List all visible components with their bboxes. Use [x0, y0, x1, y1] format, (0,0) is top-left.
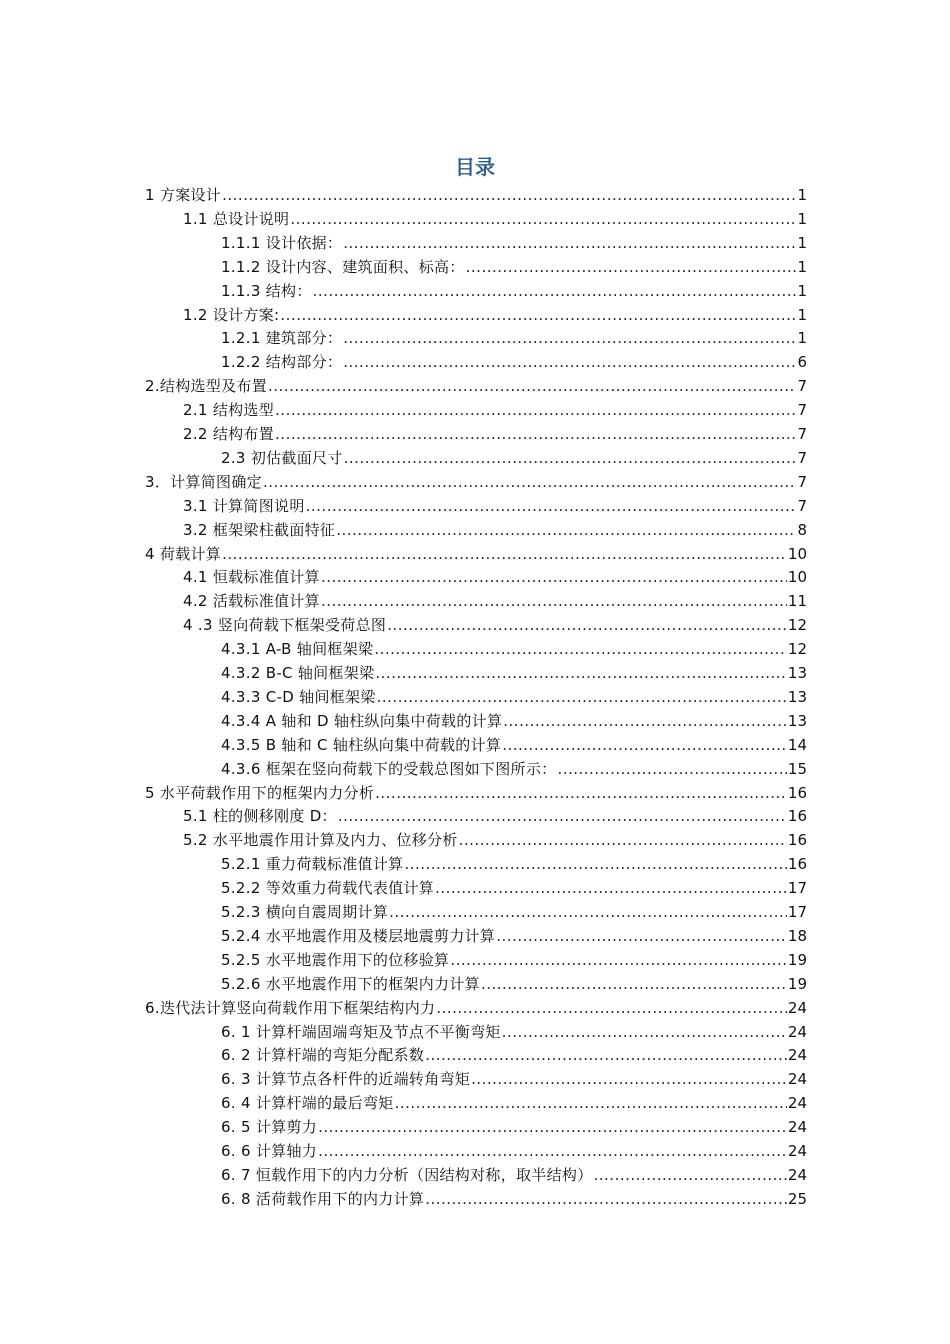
toc-page-number: 16 — [787, 783, 807, 802]
toc-dot-leader — [502, 733, 787, 757]
toc-page-number: 14 — [787, 735, 807, 754]
toc-entry[interactable] — [183, 398, 807, 422]
toc-entry[interactable] — [183, 494, 807, 518]
toc-entry-text: 5.2.5 水平地震作用下的位移验算 — [221, 950, 450, 969]
toc-entry[interactable] — [145, 374, 807, 398]
toc-dot-leader — [318, 1139, 787, 1163]
toc-entry-text: 4.2 活载标准值计算 — [183, 592, 320, 611]
toc-dot-leader — [280, 303, 796, 327]
toc-entry-text: 6.迭代法计算竖向荷载作用下框架结构内力 — [145, 998, 436, 1017]
toc-entry[interactable] — [221, 637, 807, 661]
toc-dot-leader — [338, 804, 787, 828]
toc-page-number: 8 — [797, 520, 807, 539]
toc-entry[interactable] — [183, 828, 807, 852]
toc-dot-leader — [466, 255, 797, 279]
toc-entry-text: 6. 7 恒载作用下的内力分析（因结构对称，取半结构） — [221, 1165, 593, 1184]
toc-dot-leader — [275, 398, 796, 422]
toc-dot-leader — [425, 1187, 787, 1211]
toc-page-number: 10 — [787, 568, 807, 587]
toc-entry[interactable] — [221, 924, 807, 948]
toc-dot-leader — [496, 924, 787, 948]
toc-dot-leader — [450, 948, 787, 972]
toc-entry[interactable] — [183, 804, 807, 828]
toc-page-number: 1 — [797, 186, 807, 204]
toc-dot-leader — [321, 589, 787, 613]
toc-page-number: 1 — [797, 305, 807, 324]
toc-dot-leader — [471, 1067, 787, 1091]
toc-page-number: 24 — [787, 1142, 807, 1160]
toc-page-number: 1 — [797, 257, 807, 276]
toc-page-number: 17 — [787, 903, 807, 921]
toc-entry-text: 6. 5 计算剪力 — [221, 1118, 318, 1137]
toc-entry-text: 4.3.5 B 轴和 C 轴柱纵向集中荷载的计算 — [221, 735, 502, 754]
toc-entry-text: 4.3.3 C-D 轴间框架梁 — [221, 687, 376, 706]
toc-page-number: 17 — [787, 879, 807, 898]
toc-entry-text: 1 方案设计 — [145, 186, 222, 204]
toc-title: 目录 — [455, 155, 495, 179]
toc-entry[interactable] — [221, 757, 807, 781]
toc-entry[interactable] — [221, 279, 807, 303]
toc-entry-text: 5.2.1 重力荷载标准值计算 — [221, 855, 404, 874]
toc-dot-leader — [343, 326, 796, 350]
toc-dot-leader — [222, 542, 787, 566]
toc-entry[interactable] — [221, 1139, 807, 1163]
toc-entry[interactable] — [221, 446, 807, 470]
toc-page-number: 24 — [787, 1046, 807, 1065]
toc-entry[interactable] — [221, 1163, 807, 1187]
toc-entry[interactable] — [183, 207, 807, 231]
toc-page-number: 24 — [787, 998, 807, 1017]
toc-entry-text: 2.3 初估截面尺寸 — [221, 448, 343, 467]
toc-dot-leader — [268, 374, 796, 398]
toc-entry-text: 6. 8 活荷载作用下的内力计算 — [221, 1189, 425, 1208]
toc-entry-text: 6. 6 计算轴力 — [221, 1142, 318, 1160]
toc-dot-leader — [387, 613, 787, 637]
toc-entry-text: 6. 1 计算杆端固端弯矩及节点不平衡弯矩 — [221, 1022, 501, 1041]
toc-page-number: 16 — [787, 831, 807, 850]
toc-page-number: 11 — [787, 592, 807, 611]
toc-dot-leader — [436, 996, 787, 1020]
toc-dot-leader — [344, 446, 797, 470]
toc-dot-leader — [502, 1020, 787, 1044]
toc-dot-leader — [481, 972, 787, 996]
toc-entry-text: 2.2 结构布置 — [183, 425, 275, 443]
toc-page-number: 1 — [797, 233, 807, 252]
toc-dot-leader — [435, 876, 787, 900]
toc-page-number: 1 — [797, 329, 807, 348]
toc-entry-text: 4.3.1 A-B 轴间框架梁 — [221, 640, 374, 659]
toc-entry[interactable] — [221, 1115, 807, 1139]
toc-entry-text: 6. 3 计算节点各杆件的近端转角弯矩 — [221, 1070, 471, 1089]
toc-entry-text: 5.1 柱的侧移刚度 D： — [183, 807, 337, 826]
toc-entry[interactable] — [183, 422, 807, 446]
toc-page-number: 24 — [787, 1118, 807, 1137]
toc-page-number: 7 — [797, 496, 807, 515]
toc-entry-text: 3.2 框架梁柱截面特征 — [183, 520, 336, 539]
toc-page-number: 18 — [787, 926, 807, 945]
toc-entry[interactable] — [221, 1187, 807, 1211]
toc-entry-text: 5.2 水平地震作用计算及内力、位移分析 — [183, 831, 458, 850]
toc-page-number: 15 — [787, 759, 807, 778]
toc-entry-text: 3．计算简图确定 — [145, 472, 262, 491]
toc-page-number: 7 — [797, 377, 807, 396]
toc-entry[interactable] — [145, 996, 807, 1020]
toc-dot-leader — [594, 1163, 787, 1187]
toc-dot-leader — [336, 518, 796, 542]
toc-dot-leader — [290, 207, 796, 231]
toc-page-number: 16 — [787, 855, 807, 874]
toc-entry-text: 4 .3 竖向荷载下框架受荷总图 — [183, 616, 387, 635]
toc-entry[interactable] — [183, 518, 807, 542]
toc-page-number: 24 — [787, 1165, 807, 1184]
toc-entry[interactable] — [221, 852, 807, 876]
toc-page-number: 24 — [787, 1022, 807, 1041]
toc-page-number: 7 — [797, 448, 807, 467]
toc-dot-leader — [321, 565, 787, 589]
toc-entry[interactable] — [145, 470, 807, 494]
toc-entry-text: 2.1 结构选型 — [183, 401, 275, 420]
toc-entry[interactable] — [221, 948, 807, 972]
toc-page-number: 12 — [787, 616, 807, 635]
toc-dot-leader — [503, 709, 787, 733]
toc-entry[interactable] — [145, 542, 807, 566]
toc-entry[interactable] — [221, 326, 807, 350]
toc-entry[interactable] — [221, 709, 807, 733]
toc-dot-leader — [459, 828, 787, 852]
toc-entry-text: 5.2.4 水平地震作用及楼层地震剪力计算 — [221, 926, 496, 945]
toc-entry-text: 4.3.2 B-C 轴间框架梁 — [221, 664, 375, 682]
toc-page-number: 19 — [787, 974, 807, 993]
toc-entry[interactable] — [221, 1020, 807, 1044]
toc-entry-text: 3.1 计算简图说明 — [183, 496, 305, 515]
toc-page-number: 7 — [797, 425, 807, 443]
toc-entry[interactable] — [183, 613, 807, 637]
toc-entry-text: 5 水平荷载作用下的框架内力分析 — [145, 783, 375, 802]
toc-entry[interactable] — [221, 1043, 807, 1067]
toc-entry-text: 1.2 设计方案: — [183, 305, 280, 324]
toc-dot-leader — [404, 852, 786, 876]
toc-entry-text: 4 荷载计算 — [145, 544, 222, 563]
toc-page-number: 13 — [787, 687, 807, 706]
toc-page-number: 13 — [787, 664, 807, 682]
toc-page-number: 1 — [797, 281, 807, 300]
toc-entry-text: 4.3.6 框架在竖向荷载下的受载总图如下图所示： — [221, 759, 557, 778]
toc-entry-text: 1.1.1 设计依据： — [221, 233, 343, 252]
toc-entry[interactable] — [221, 1091, 807, 1115]
toc-entry-text: 4.1 恒载标准值计算 — [183, 568, 320, 587]
toc-dot-leader — [313, 279, 797, 303]
toc-page-number: 12 — [787, 640, 807, 659]
toc-entry[interactable] — [221, 733, 807, 757]
toc-entry[interactable] — [221, 231, 807, 255]
toc-entry[interactable] — [221, 876, 807, 900]
toc-page-number: 1 — [797, 209, 807, 228]
toc-entry[interactable] — [183, 565, 807, 589]
toc-dot-leader — [343, 231, 796, 255]
toc-page-number: 25 — [787, 1189, 807, 1208]
toc-page-number: 6 — [797, 353, 807, 372]
toc-dot-leader — [222, 183, 796, 207]
toc-dot-leader — [425, 1043, 787, 1067]
toc-dot-leader — [557, 757, 786, 781]
toc-entry[interactable] — [221, 972, 807, 996]
toc-page-number: 13 — [787, 711, 807, 730]
toc-dot-leader — [374, 637, 787, 661]
toc-entry-text: 2.结构选型及布置 — [145, 377, 268, 396]
toc-entry-text: 1.2.2 结构部分： — [221, 353, 343, 372]
toc-dot-leader — [343, 350, 796, 374]
toc-entry-text: 5.2.6 水平地震作用下的框架内力计算 — [221, 974, 480, 993]
toc-entry[interactable] — [145, 183, 807, 207]
toc-entry-text: 1.1 总设计说明 — [183, 209, 290, 228]
toc-entry-text: 1.2.1 建筑部分： — [221, 329, 343, 348]
toc-entry-text: 6. 4 计算杆端的最后弯矩 — [221, 1094, 394, 1113]
toc-entry-text: 1.1.3 结构： — [221, 281, 312, 300]
toc-dot-leader — [375, 661, 787, 685]
toc-dot-leader — [375, 781, 787, 805]
toc-dot-leader — [263, 470, 797, 494]
toc-page-number: 24 — [787, 1094, 807, 1113]
toc-dot-leader — [318, 1115, 787, 1139]
toc-page-number: 19 — [787, 950, 807, 969]
toc-dot-leader — [377, 685, 787, 709]
toc-entry[interactable] — [221, 1067, 807, 1091]
toc-page-number: 10 — [787, 544, 807, 563]
toc-entry[interactable] — [221, 350, 807, 374]
toc-entry-text: 1.1.2 设计内容、建筑面积、标高： — [221, 257, 465, 276]
toc-entry[interactable] — [183, 303, 807, 327]
toc-entry[interactable] — [183, 589, 807, 613]
toc-dot-leader — [389, 900, 787, 924]
toc-entry[interactable] — [221, 685, 807, 709]
toc-entry-text: 4.3.4 A 轴和 D 轴柱纵向集中荷载的计算 — [221, 711, 503, 730]
toc-entry-text: 5.2.2 等效重力荷载代表值计算 — [221, 879, 435, 898]
toc-entry[interactable] — [221, 900, 807, 924]
toc-entry[interactable] — [221, 661, 807, 685]
toc-entry[interactable] — [221, 255, 807, 279]
toc-entry-text: 5.2.3 横向自震周期计算 — [221, 903, 389, 921]
toc-page-number: 7 — [797, 401, 807, 420]
toc-entry-text: 6. 2 计算杆端的弯矩分配系数 — [221, 1046, 425, 1065]
toc-dot-leader — [306, 494, 797, 518]
toc-dot-leader — [275, 422, 796, 446]
toc-page-number: 16 — [787, 807, 807, 826]
toc-page-number: 24 — [787, 1070, 807, 1089]
toc-page-number: 7 — [797, 472, 807, 491]
toc-dot-leader — [395, 1091, 787, 1115]
toc-entry[interactable] — [145, 781, 807, 805]
